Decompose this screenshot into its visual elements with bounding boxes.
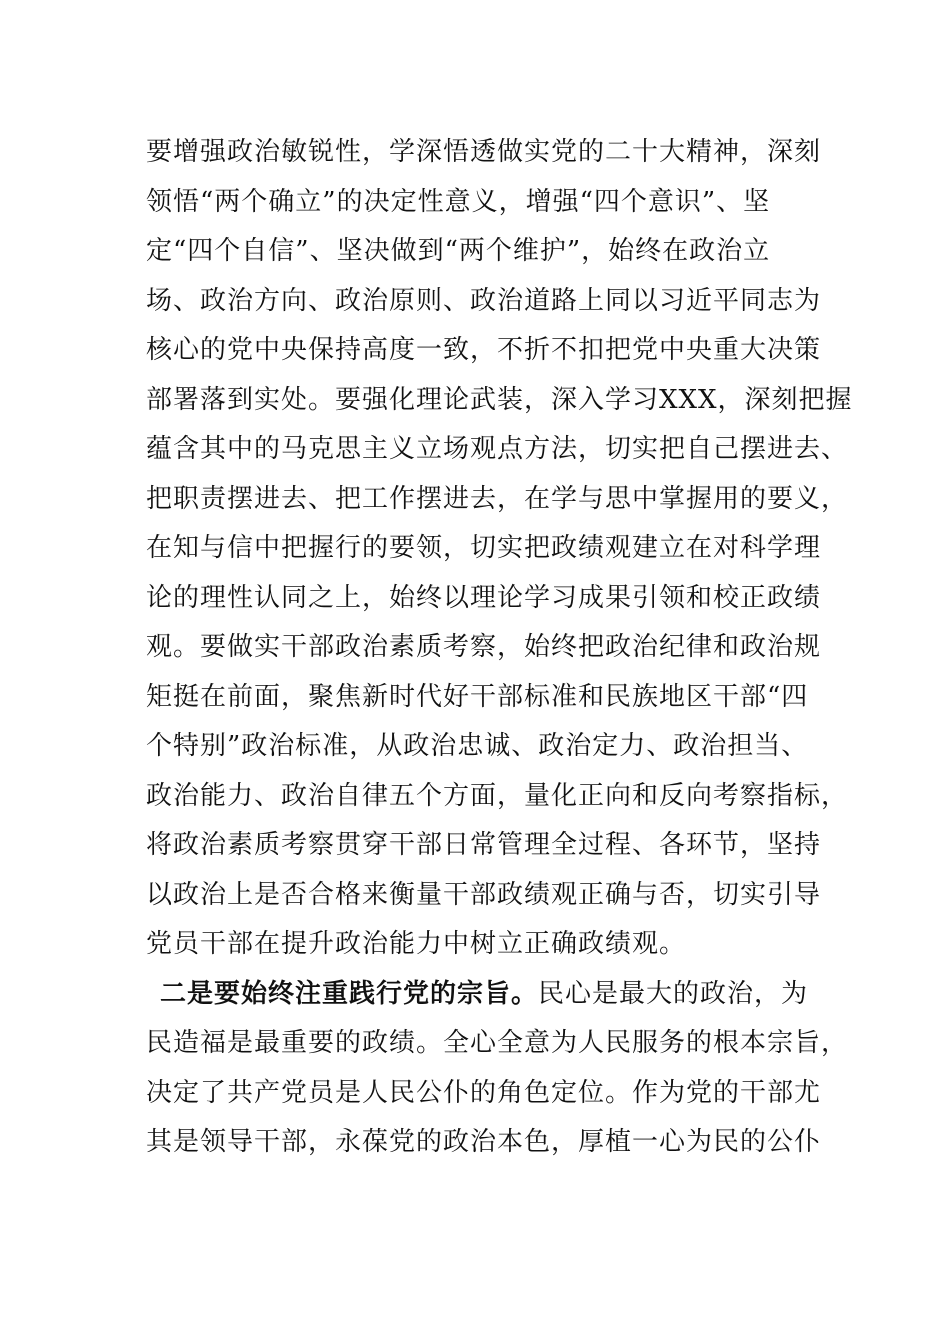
text-line: 个特别”政治标准，从政治忠诚、政治定力、政治担当、 bbox=[146, 731, 809, 761]
text-line: 其是领导干部，永葆党的政治本色，厚植一心为民的公仆 bbox=[146, 1127, 822, 1157]
text-line: 定“四个自信”、坚决做到“两个维护”，始终在政治立 bbox=[146, 236, 771, 266]
text-line: 党员干部在提升政治能力中树立正确政绩观。 bbox=[146, 929, 687, 959]
text-line: 领悟“两个确立”的决定性意义，增强“四个意识”、坚 bbox=[146, 186, 771, 217]
text-line: 论的理性认同之上，始终以理论学习成果引领和校正政绩 bbox=[146, 582, 822, 613]
text-line: 以政治上是否合格来衡量干部政绩观正确与否，切实引导 bbox=[146, 879, 822, 910]
text-line: 在知与信中把握行的要领，切实把政绩观建立在对科学理 bbox=[146, 533, 822, 563]
text-line: 把职责摆进去、把工作摆进去，在学与思中掌握用的要义， bbox=[146, 483, 849, 514]
paragraph-2-first-line bbox=[146, 970, 809, 1020]
text-line: 将政治素质考察贯穿干部日常管理全过程、各环节，坚持 bbox=[146, 830, 822, 860]
text-run: 民心是最大的政治，为 bbox=[538, 978, 809, 1009]
body-text bbox=[146, 128, 853, 1168]
text-line: 部署落到实处。要强化理论武装，深入学习XXX，深刻把握 bbox=[146, 384, 853, 415]
text-line: 蕴含其中的马克思主义立场观点方法，切实把自己摆进去、 bbox=[146, 434, 849, 464]
text-line: 政治能力、政治自律五个方面，量化正向和反向考察指标， bbox=[146, 780, 849, 811]
text-line: 核心的党中央保持高度一致，不折不扣把党中央重大决策 bbox=[146, 335, 822, 365]
text-line: 民造福是最重要的政绩。全心全意为人民服务的根本宗旨， bbox=[146, 1028, 849, 1058]
text-line: 观。要做实干部政治素质考察，始终把政治纪律和政治规 bbox=[146, 632, 822, 662]
text-line: 要增强政治敏锐性，学深悟透做实党的二十大精神，深刻 bbox=[146, 137, 822, 167]
text-line: 矩挺在前面，聚焦新时代好干部标准和民族地区干部“四 bbox=[146, 681, 809, 712]
text-line: 场、政治方向、政治原则、政治道路上同以习近平同志为 bbox=[146, 285, 822, 316]
section-heading: 二是要始终注重践行党的宗旨。 bbox=[160, 978, 539, 1009]
text-line: 决定了共产党员是人民公仆的角色定位。作为党的干部尤 bbox=[146, 1077, 822, 1108]
